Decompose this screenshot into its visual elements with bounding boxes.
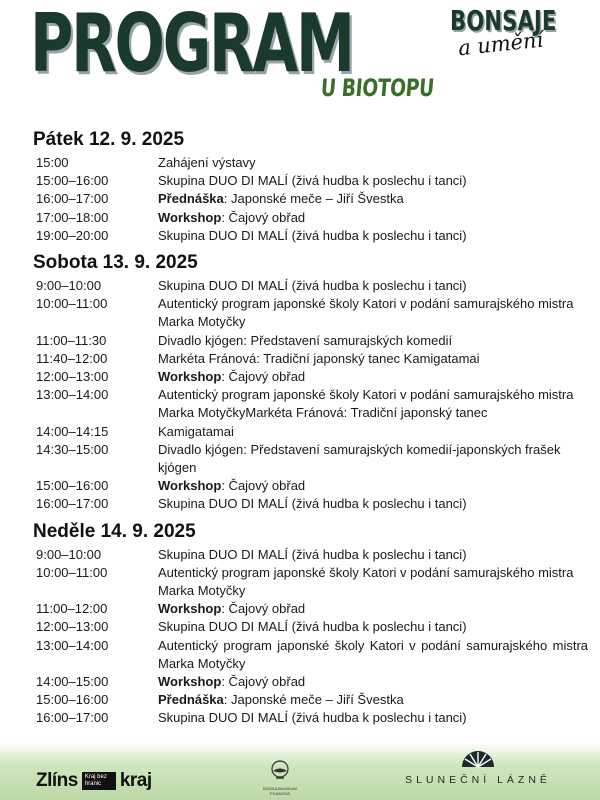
schedule-row — [32, 209, 588, 227]
event-description — [158, 209, 588, 227]
schedule-row — [32, 227, 588, 245]
event-text: : Čajový obřad — [221, 369, 306, 385]
event-type: Workshop — [158, 209, 222, 225]
event-description — [158, 441, 588, 477]
event-text: Skupina DUO DI MALÍ (živá hudba k poslechu i tanci) — [158, 546, 467, 562]
event-text: : Čajový obřad — [221, 674, 306, 690]
event-time: 14:00–14:15 — [36, 423, 109, 439]
event-time: 17:00–18:00 — [36, 209, 109, 225]
schedule-row — [32, 637, 588, 673]
event-text: Markéta Fránová: Tradiční japonský tanec Kamigatamai — [158, 350, 480, 366]
day-heading: Pátek 12. 9. 2025 — [33, 129, 185, 150]
event-time: 11:00–12:00 — [36, 601, 108, 617]
event-description — [158, 546, 588, 564]
slunecni-lazne-text: SLUNEČNÍ LÁZNĚ — [405, 774, 551, 786]
event-text: Skupina DUO DI MALÍ (živá hudba k poslechu i tanci) — [158, 173, 467, 189]
event-text: Skupina DUO DI MALÍ (živá hudba k poslechu i tanci) — [158, 496, 467, 512]
schedule-row — [32, 564, 588, 600]
page-subtitle: U BIOTOPU — [319, 74, 435, 102]
event-description — [158, 423, 588, 441]
schedule-row — [32, 190, 588, 208]
schedule-row — [32, 600, 588, 618]
event-time: 15:00 — [36, 155, 69, 170]
schedule-row — [32, 495, 588, 513]
event-text: : Japonské meče – Jiří Švestka — [223, 692, 404, 708]
event-description — [158, 227, 588, 245]
event-type: Přednáška — [158, 191, 224, 207]
event-text: Skupina DUO DI MALÍ (živá hudba k poslechu i tanci) — [158, 710, 467, 726]
bonsai-museum-logo — [262, 760, 298, 796]
schedule-row — [32, 691, 588, 709]
event-time: 12:00–13:00 — [36, 619, 109, 635]
event-description — [158, 618, 588, 636]
schedule-row — [32, 477, 588, 495]
event-time: 16:00–17:00 — [36, 496, 109, 512]
day-section — [32, 128, 588, 245]
event-time: 15:00–16:00 — [36, 692, 109, 708]
event-text: Autentický program japonské školy Katori v podání samurajského mistra Marka Motyčky — [158, 296, 574, 330]
schedule-row — [32, 172, 588, 190]
event-time: 9:00–10:00 — [36, 278, 102, 294]
event-type: Workshop — [158, 478, 222, 494]
slunecni-lazne-logo — [388, 748, 568, 786]
schedule-row — [32, 441, 588, 477]
schedule-row — [32, 386, 588, 422]
schedule-row — [32, 618, 588, 636]
bonsai-icon — [267, 760, 293, 782]
zlin-region-logo — [36, 770, 152, 792]
event-type: Workshop — [158, 601, 222, 617]
schedule-row — [32, 709, 588, 727]
schedule-row — [32, 546, 588, 564]
event-description — [158, 564, 588, 600]
event-time: 13:00–14:00 — [36, 387, 109, 403]
event-text: Skupina DUO DI MALÍ (živá hudba k poslechu i tanci) — [158, 619, 467, 635]
zlin-logo-right: kraj — [119, 770, 152, 791]
event-description — [158, 277, 588, 295]
event-text: : Čajový obřad — [221, 478, 306, 494]
event-text: : Japonské meče – Jiří Švestka — [223, 191, 404, 207]
event-description — [158, 709, 588, 727]
event-text: Autentický program japonské školy Katori v podání samurajského mistra Marka Motyčky — [158, 564, 574, 599]
event-time: 10:00–11:00 — [36, 564, 108, 580]
event-text: Skupina DUO DI MALÍ (živá hudba k poslechu i tanci) — [158, 227, 467, 243]
event-description — [158, 673, 588, 691]
day-heading: Sobota 13. 9. 2025 — [33, 252, 198, 274]
event-text: Autentický program japonské školy Katori v podání samurajského mistra Marka MotyčkyMarkéta Fránová: Tradiční japonský tanec — [158, 387, 574, 421]
event-time: 12:00–13:00 — [36, 369, 109, 385]
schedule-row — [32, 295, 588, 331]
schedule-row — [32, 332, 588, 350]
day-heading: Neděle 14. 9. 2025 — [33, 520, 196, 542]
event-type: Přednáška — [158, 692, 224, 708]
event-text: Divadlo kjógen: Představení samurajských komedií-japonských frašek kjógen — [158, 441, 561, 476]
event-description — [158, 350, 588, 368]
event-time: 16:00–17:00 — [36, 710, 109, 726]
event-description — [158, 154, 588, 172]
event-description — [158, 190, 588, 208]
event-time: 11:40–12:00 — [36, 350, 108, 366]
event-description — [158, 386, 588, 422]
event-description — [158, 172, 588, 190]
schedule-row — [32, 277, 588, 295]
museum-logo-text: BONSAJMUSEUM FILAMOVA — [263, 786, 297, 796]
schedule-row — [32, 423, 588, 441]
event-time: 10:00–11:00 — [36, 296, 108, 312]
brand-logo-sub: a umění — [456, 27, 545, 61]
event-description — [158, 295, 588, 331]
event-description — [158, 691, 588, 709]
header — [0, 0, 600, 125]
event-description — [158, 600, 588, 618]
event-time: 15:00–16:00 — [36, 173, 109, 189]
event-text: : Čajový obřad — [221, 209, 306, 225]
zlin-logo-left: Zlíns — [36, 770, 78, 791]
schedule-row — [32, 350, 588, 368]
event-description — [158, 637, 588, 673]
brand-logo-main: BONSAJE — [450, 4, 557, 37]
event-text: Zahájení výstavy — [158, 155, 256, 170]
event-text: : Čajový obřad — [221, 601, 306, 617]
event-time: 11:00–11:30 — [36, 332, 107, 348]
event-text: Divadlo kjógen: Představení samurajských komedií — [158, 332, 453, 348]
event-description — [158, 477, 588, 495]
event-time: 9:00–10:00 — [36, 546, 102, 562]
event-type: Workshop — [158, 674, 222, 690]
schedule-row — [32, 154, 588, 172]
event-time: 19:00–20:00 — [36, 227, 109, 243]
footer — [0, 742, 600, 800]
event-type: Workshop — [158, 369, 222, 385]
event-time: 13:00–14:00 — [36, 637, 109, 653]
event-time: 16:00–17:00 — [36, 191, 109, 207]
schedule-row — [32, 673, 588, 691]
event-time: 14:30–15:00 — [36, 441, 109, 457]
zlin-logo-box: Kraj bez hranic — [82, 772, 116, 790]
sun-icon — [458, 748, 498, 768]
event-text: Kamigatamai — [158, 423, 234, 439]
event-description — [158, 495, 588, 513]
event-time: 15:00–16:00 — [36, 478, 109, 494]
day-section — [32, 251, 588, 514]
schedule-row — [32, 368, 588, 386]
event-time: 14:00–15:00 — [36, 674, 109, 690]
schedule — [32, 128, 588, 728]
event-description — [158, 368, 588, 386]
day-section — [32, 520, 588, 728]
event-text: Skupina DUO DI MALÍ (živá hudba k poslechu i tanci) — [158, 278, 467, 294]
page-title: PROGRAM — [30, 0, 353, 90]
event-text: Autentický program japonské školy Katori v podání samurajského mistra Marka Motyčky — [158, 637, 588, 671]
event-description — [158, 332, 588, 350]
